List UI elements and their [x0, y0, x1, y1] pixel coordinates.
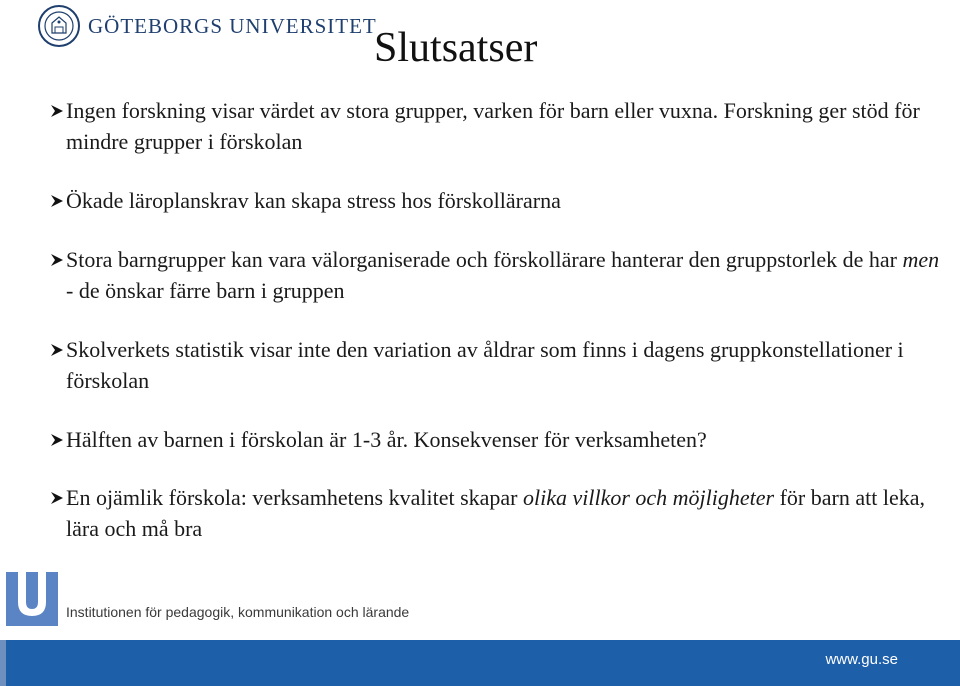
bullet-item: [50, 424, 940, 455]
arrow-bullet-icon: [50, 253, 64, 267]
bullet-item: [50, 185, 940, 216]
slide-title: Slutsatser: [374, 25, 538, 71]
bullet-item: [50, 95, 940, 157]
university-seal-icon: [38, 5, 80, 47]
bullet-item: [50, 244, 940, 306]
bullet-item: [50, 482, 940, 544]
bullet-text: Skolverkets statistik visar inte den variation av åldrar som finns i dagens gruppkonstellationer i förskolan: [66, 337, 904, 393]
website-link[interactable]: www.gu.se: [825, 651, 898, 668]
gu-u-logo-icon: [6, 572, 58, 626]
arrow-bullet-icon: [50, 194, 64, 208]
header: [38, 4, 377, 48]
bullet-text: för barn att leka, lära och må bra: [66, 485, 925, 541]
bullet-emphasis: olika villkor och möjligheter: [522, 485, 775, 510]
bullet-text: Ingen forskning visar värdet av stora grupper, varken för barn eller vuxna. Forskning ger stöd för mindre grupper i förskolan: [66, 98, 920, 154]
bullet-text: En ojämlik förskola: verksamhetens kvalitet skapar: [66, 485, 523, 510]
footer-bar: [0, 640, 960, 686]
bullet-text: Hälften av barnen i förskolan är 1-3 år. Konsekvenser för verksamheten?: [66, 427, 707, 452]
arrow-bullet-icon: [50, 433, 64, 447]
arrow-bullet-icon: [50, 104, 64, 118]
university-name: GÖTEBORGS UNIVERSITET: [88, 13, 377, 38]
bullet-text: - de önskar färre barn i gruppen: [66, 278, 345, 303]
bullet-item: [50, 334, 940, 396]
arrow-bullet-icon: [50, 491, 64, 505]
bullet-text: Ökade läroplanskrav kan skapa stress hos förskollärarna: [66, 188, 561, 213]
footer-accent: [0, 640, 6, 686]
arrow-bullet-icon: [50, 343, 64, 357]
bullet-list: [50, 95, 940, 544]
institution-name: Institutionen för pedagogik, kommunikation och lärande: [66, 604, 410, 620]
bullet-text: Stora barngrupper kan vara välorganiserade och förskollärare hanterar den gruppstorlek de har: [66, 247, 903, 272]
bullet-emphasis: men: [902, 247, 940, 272]
